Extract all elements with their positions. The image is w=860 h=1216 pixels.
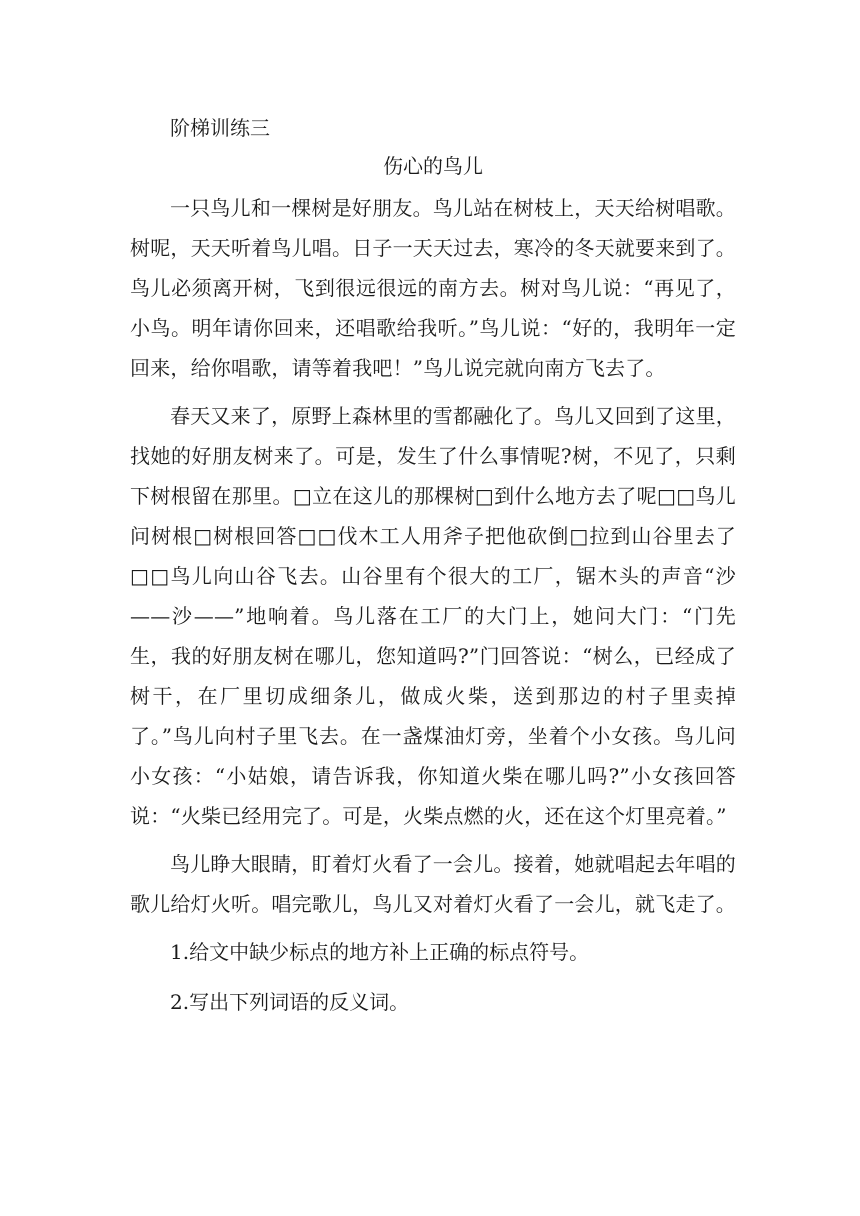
section-heading: 阶梯训练三 (170, 116, 270, 140)
paragraph-1: 一只鸟儿和一棵树是好朋友。鸟儿站在树枝上，天天给树唱歌。树呢，天天听着鸟儿唱。日子一天天过去，寒冷的冬天就要来到了。鸟儿必须离开树，飞到很远很远的南方去。树对鸟儿说：“再见了，小鸟。明年请你回来，还唱歌给我听。”鸟儿说：“好的，我明年一定回来，给你唱歌，请等着我吧！”鸟儿说完就向南方飞去了。 (130, 196, 736, 380)
question-2: 2.写出下列词语的反义词。 (170, 990, 410, 1014)
paragraph-3: 鸟儿睁大眼睛，盯着灯火看了一会儿。接着，她就唱起去年唱的歌儿给灯火听。唱完歌儿，鸟儿又对着灯火看了一会儿，就飞走了。 (130, 852, 736, 916)
question-1: 1.给文中缺少标点的地方补上正确的标点符号。 (170, 940, 590, 964)
document-page (130, 112, 736, 1032)
story-title: 伤心的鸟儿 (383, 154, 483, 178)
paragraph-2: 春天又来了，原野上森林里的雪都融化了。鸟儿又回到了这里，找她的好朋友树来了。可是，发生了什么事情呢?树，不见了，只剩下树根留在那里。□立在这儿的那棵树□到什么地方去了呢□□鸟儿问树根□树根回答□□伐木工人用斧子把他砍倒□拉到山谷里去了□□鸟儿向山谷飞去。山谷里有个很大的工厂，锯木头的声音“沙——沙——”地响着。鸟儿落在工厂的大门上，她问大门：“门先生，我的好朋友树在哪儿，您知道吗?”门回答说：“树么，已经成了树干，在厂里切成细条儿，做成火柴，送到那边的村子里卖掉了。”鸟儿向村子里飞去。在一盏煤油灯旁，坐着个小女孩。鸟儿问小女孩：“小姑娘，请告诉我，你知道火柴在哪儿吗?”小女孩回答说：“火柴已经用完了。可是，火柴点燃的火，还在这个灯里亮着。” (130, 404, 736, 828)
